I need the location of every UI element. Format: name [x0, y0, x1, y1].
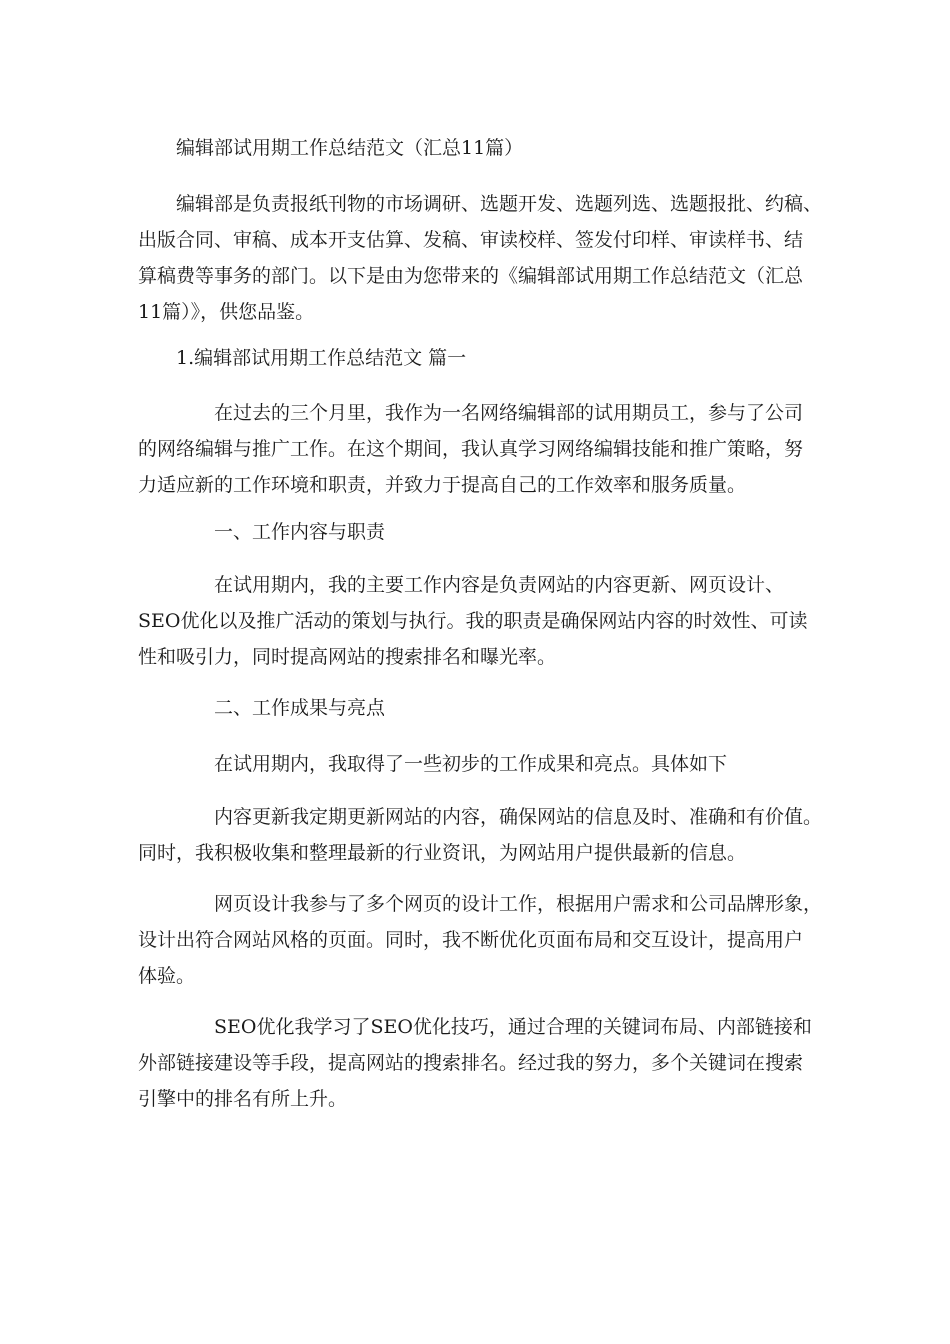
intro-line: 出版合同、审稿、成本开支估算、发稿、审读校样、签发付印样、审读样书、结: [138, 229, 804, 251]
paragraph-4: [138, 799, 822, 871]
paragraph-line: 内容更新我定期更新网站的内容，确保网站的信息及时、准确和有价值。: [214, 806, 823, 828]
section-heading: 1.编辑部试用期工作总结范文 篇一: [176, 347, 467, 369]
paragraph-line: 力适应新的工作环境和职责，并致力于提高自己的工作效率和服务质量。: [138, 474, 747, 496]
intro-line: 编辑部是负责报纸刊物的市场调研、选题开发、选题列选、选题报批、约稿、: [176, 193, 823, 215]
paragraph-line: 同时，我积极收集和整理最新的行业资讯，为网站用户提供最新的信息。: [138, 842, 747, 864]
document-title: 编辑部试用期工作总结范文（汇总11篇）: [176, 137, 524, 159]
intro-line: 11篇）》，供您品鉴。: [138, 301, 315, 323]
paragraph-line: 引擎中的排名有所上升。: [138, 1088, 348, 1110]
paragraph-line: 设计出符合网站风格的页面。同时，我不断优化页面布局和交互设计，提高用户: [138, 929, 804, 951]
heading-achievements: 二、工作成果与亮点: [214, 697, 386, 719]
paragraph-line: 的网络编辑与推广工作。在这个期间，我认真学习网络编辑技能和推广策略，努: [138, 438, 804, 460]
paragraph-1: [138, 395, 803, 503]
paragraph-line: SEO优化以及推广活动的策划与执行。我的职责是确保网站内容的时效性、可读: [138, 610, 808, 632]
intro-line: 算稿费等事务的部门。以下是由为您带来的《编辑部试用期工作总结范文（汇总: [138, 265, 804, 287]
paragraph-line: 体验。: [138, 965, 196, 987]
paragraph-line: 外部链接建设等手段，提高网站的搜索排名。经过我的努力，多个关键词在搜索: [138, 1052, 804, 1074]
paragraph-3: 在试用期内，我取得了一些初步的工作成果和亮点。具体如下: [214, 753, 728, 775]
paragraph-line: 在过去的三个月里，我作为一名网络编辑部的试用期员工，参与了公司: [214, 402, 804, 424]
paragraph-5: [138, 886, 822, 994]
paragraph-6: [138, 1009, 812, 1117]
paragraph-line: 网页设计我参与了多个网页的设计工作，根据用户需求和公司品牌形象，: [214, 893, 823, 915]
intro-paragraph: [138, 186, 822, 330]
heading-work-content: 一、工作内容与职责: [214, 521, 386, 543]
paragraph-line: 性和吸引力，同时提高网站的搜索排名和曝光率。: [138, 646, 557, 668]
paragraph-line: 在试用期内，我的主要工作内容是负责网站的内容更新、网页设计、: [214, 574, 785, 596]
paragraph-line: SEO优化我学习了SEO优化技巧，通过合理的关键词布局、内部链接和: [214, 1016, 812, 1038]
paragraph-2: [138, 567, 807, 675]
